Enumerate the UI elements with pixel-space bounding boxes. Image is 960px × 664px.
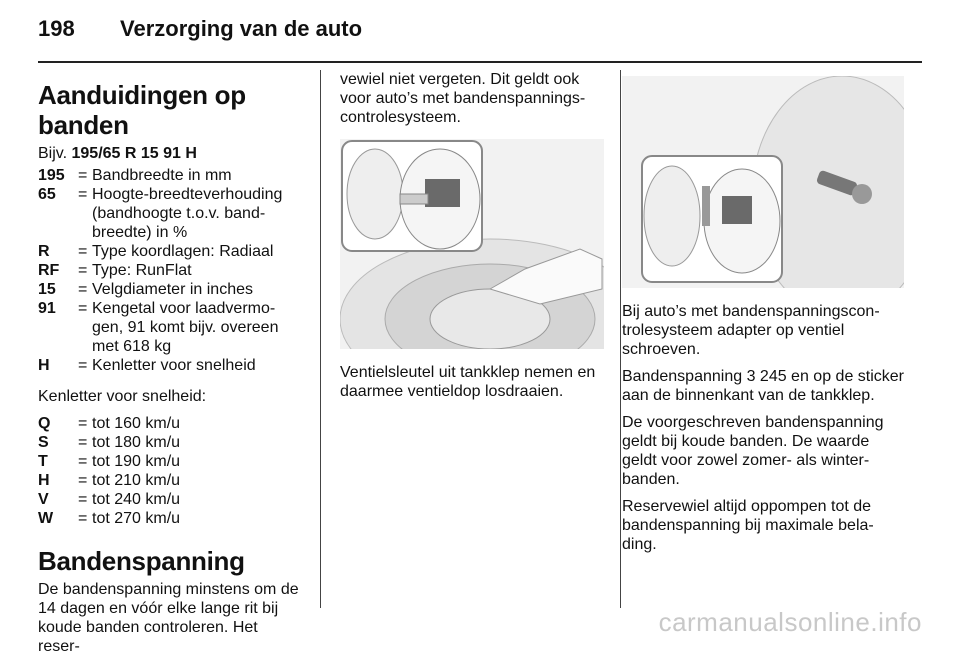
speed-row-term: Q [38, 415, 51, 432]
definition-row-description: Hoogte-breedteverhouding (bandhoogte t.o.v. band-breedte) in % [92, 186, 283, 241]
definition-row-equals-sign: = [78, 300, 88, 317]
speed-row-description: tot 210 km/u [92, 472, 181, 489]
pressure-reference-after: 245 en op de sticker aan de binnenkant van de tankklep. [622, 368, 905, 404]
definition-row-equals-sign: = [78, 281, 88, 298]
example-code: 195/65 R 15 91 H [71, 145, 197, 162]
definition-row [38, 299, 303, 356]
speed-row-description: tot 160 km/u [92, 415, 181, 432]
figure-caption-valve-key: Ventielsleutel uit tankklep nemen en daarmee ventieldop losdraaien. [340, 364, 596, 400]
valve-key-drawing [340, 139, 604, 349]
adapter-instruction: Bij auto’s met bandenspanningscon-trolesysteem adapter op ventiel schroeven. [622, 303, 880, 358]
speed-row [38, 433, 303, 452]
definition-row-equals-sign: = [78, 243, 88, 260]
page-reference-arrow-icon: 3 [746, 368, 756, 385]
definition-row [38, 261, 303, 280]
heading-tire-pressure: Bandenspanning [38, 546, 245, 576]
definition-row-description: Type koordlagen: Radiaal [92, 243, 274, 260]
speed-row-equals-sign: = [78, 491, 88, 508]
spare-wheel-note: Reservewiel altijd oppompen tot de bandenspanning bij maximale bela-ding. [622, 498, 874, 553]
cold-tire-note: De voorgeschreven bandenspanning geldt bij koude banden. De waarde geldt voor zowel zomer- als winter-banden. [622, 414, 884, 488]
speed-row-equals-sign: = [78, 434, 88, 451]
speed-list [38, 414, 303, 528]
speed-row-term: W [38, 510, 54, 527]
definition-row-description: Kenletter voor snelheid [92, 357, 256, 374]
example-prefix: Bijv. [38, 145, 68, 162]
speed-row-equals-sign: = [78, 415, 88, 432]
definition-row-description: Kengetal voor laadvermo-gen, 91 komt bijv. overeen met 618 kg [92, 300, 279, 355]
speed-row-description: tot 190 km/u [92, 453, 181, 470]
definition-row-equals-sign: = [78, 262, 88, 279]
definition-row [38, 280, 303, 299]
speed-row-equals-sign: = [78, 510, 88, 527]
definition-row-description: Bandbreedte in mm [92, 167, 232, 184]
speed-row-term: T [38, 453, 48, 470]
column-divider [320, 70, 321, 608]
speed-row-description: tot 240 km/u [92, 491, 181, 508]
pressure-text: De bandenspanning minstens om de 14 dagen en vóór elke lange rit bij koude banden controleren. Het reser- [38, 581, 299, 655]
header-rule [38, 61, 922, 63]
definition-row [38, 166, 303, 185]
heading-tire-markings: Aanduidingen op banden [38, 80, 246, 140]
speed-row [38, 490, 303, 509]
definition-row-term: R [38, 243, 50, 260]
definition-row [38, 242, 303, 261]
speed-row-term: H [38, 472, 50, 489]
definition-list [38, 166, 303, 375]
definition-row-description: Velgdiameter in inches [92, 281, 253, 298]
definition-row-term: 195 [38, 167, 65, 184]
definition-row-equals-sign: = [78, 167, 88, 184]
speed-row-term: V [38, 491, 49, 508]
speed-row-equals-sign: = [78, 453, 88, 470]
pressure-reference [622, 367, 904, 405]
adapter-illustration [622, 76, 904, 288]
speed-row-term: S [38, 434, 49, 451]
definition-row-equals-sign: = [78, 186, 88, 203]
watermark: carmanualsonline.info [658, 607, 922, 637]
speed-row [38, 509, 303, 528]
column-divider [620, 70, 621, 608]
definition-row-term: 15 [38, 281, 56, 298]
definition-row [38, 185, 303, 242]
column-right [622, 70, 904, 562]
page-number: 198 [38, 16, 75, 41]
definition-row-equals-sign: = [78, 357, 88, 374]
definition-row-term: H [38, 357, 50, 374]
section-title: Verzorging van de auto [120, 16, 363, 41]
definition-row [38, 356, 303, 375]
definition-row-term: 65 [38, 186, 56, 203]
speed-intro: Kenletter voor snelheid: [38, 388, 207, 405]
column-left [38, 70, 303, 664]
column-middle [340, 70, 604, 409]
adapter-drawing [622, 76, 904, 288]
pressure-reference-before: Bandenspanning [622, 368, 747, 385]
speed-row-equals-sign: = [78, 472, 88, 489]
speed-row [38, 471, 303, 490]
speed-row-description: tot 180 km/u [92, 434, 181, 451]
speed-row-description: tot 270 km/u [92, 510, 181, 527]
page-header [38, 16, 362, 50]
continued-text: vewiel niet vergeten. Dit geldt ook voor auto’s met bandenspannings-controlesysteem. [340, 71, 586, 126]
definition-row-description: Type: RunFlat [92, 262, 192, 279]
speed-row [38, 452, 303, 471]
valve-key-illustration [340, 139, 604, 349]
example-line [38, 144, 303, 163]
speed-row [38, 414, 303, 433]
definition-row-term: RF [38, 262, 60, 279]
definition-row-term: 91 [38, 300, 56, 317]
